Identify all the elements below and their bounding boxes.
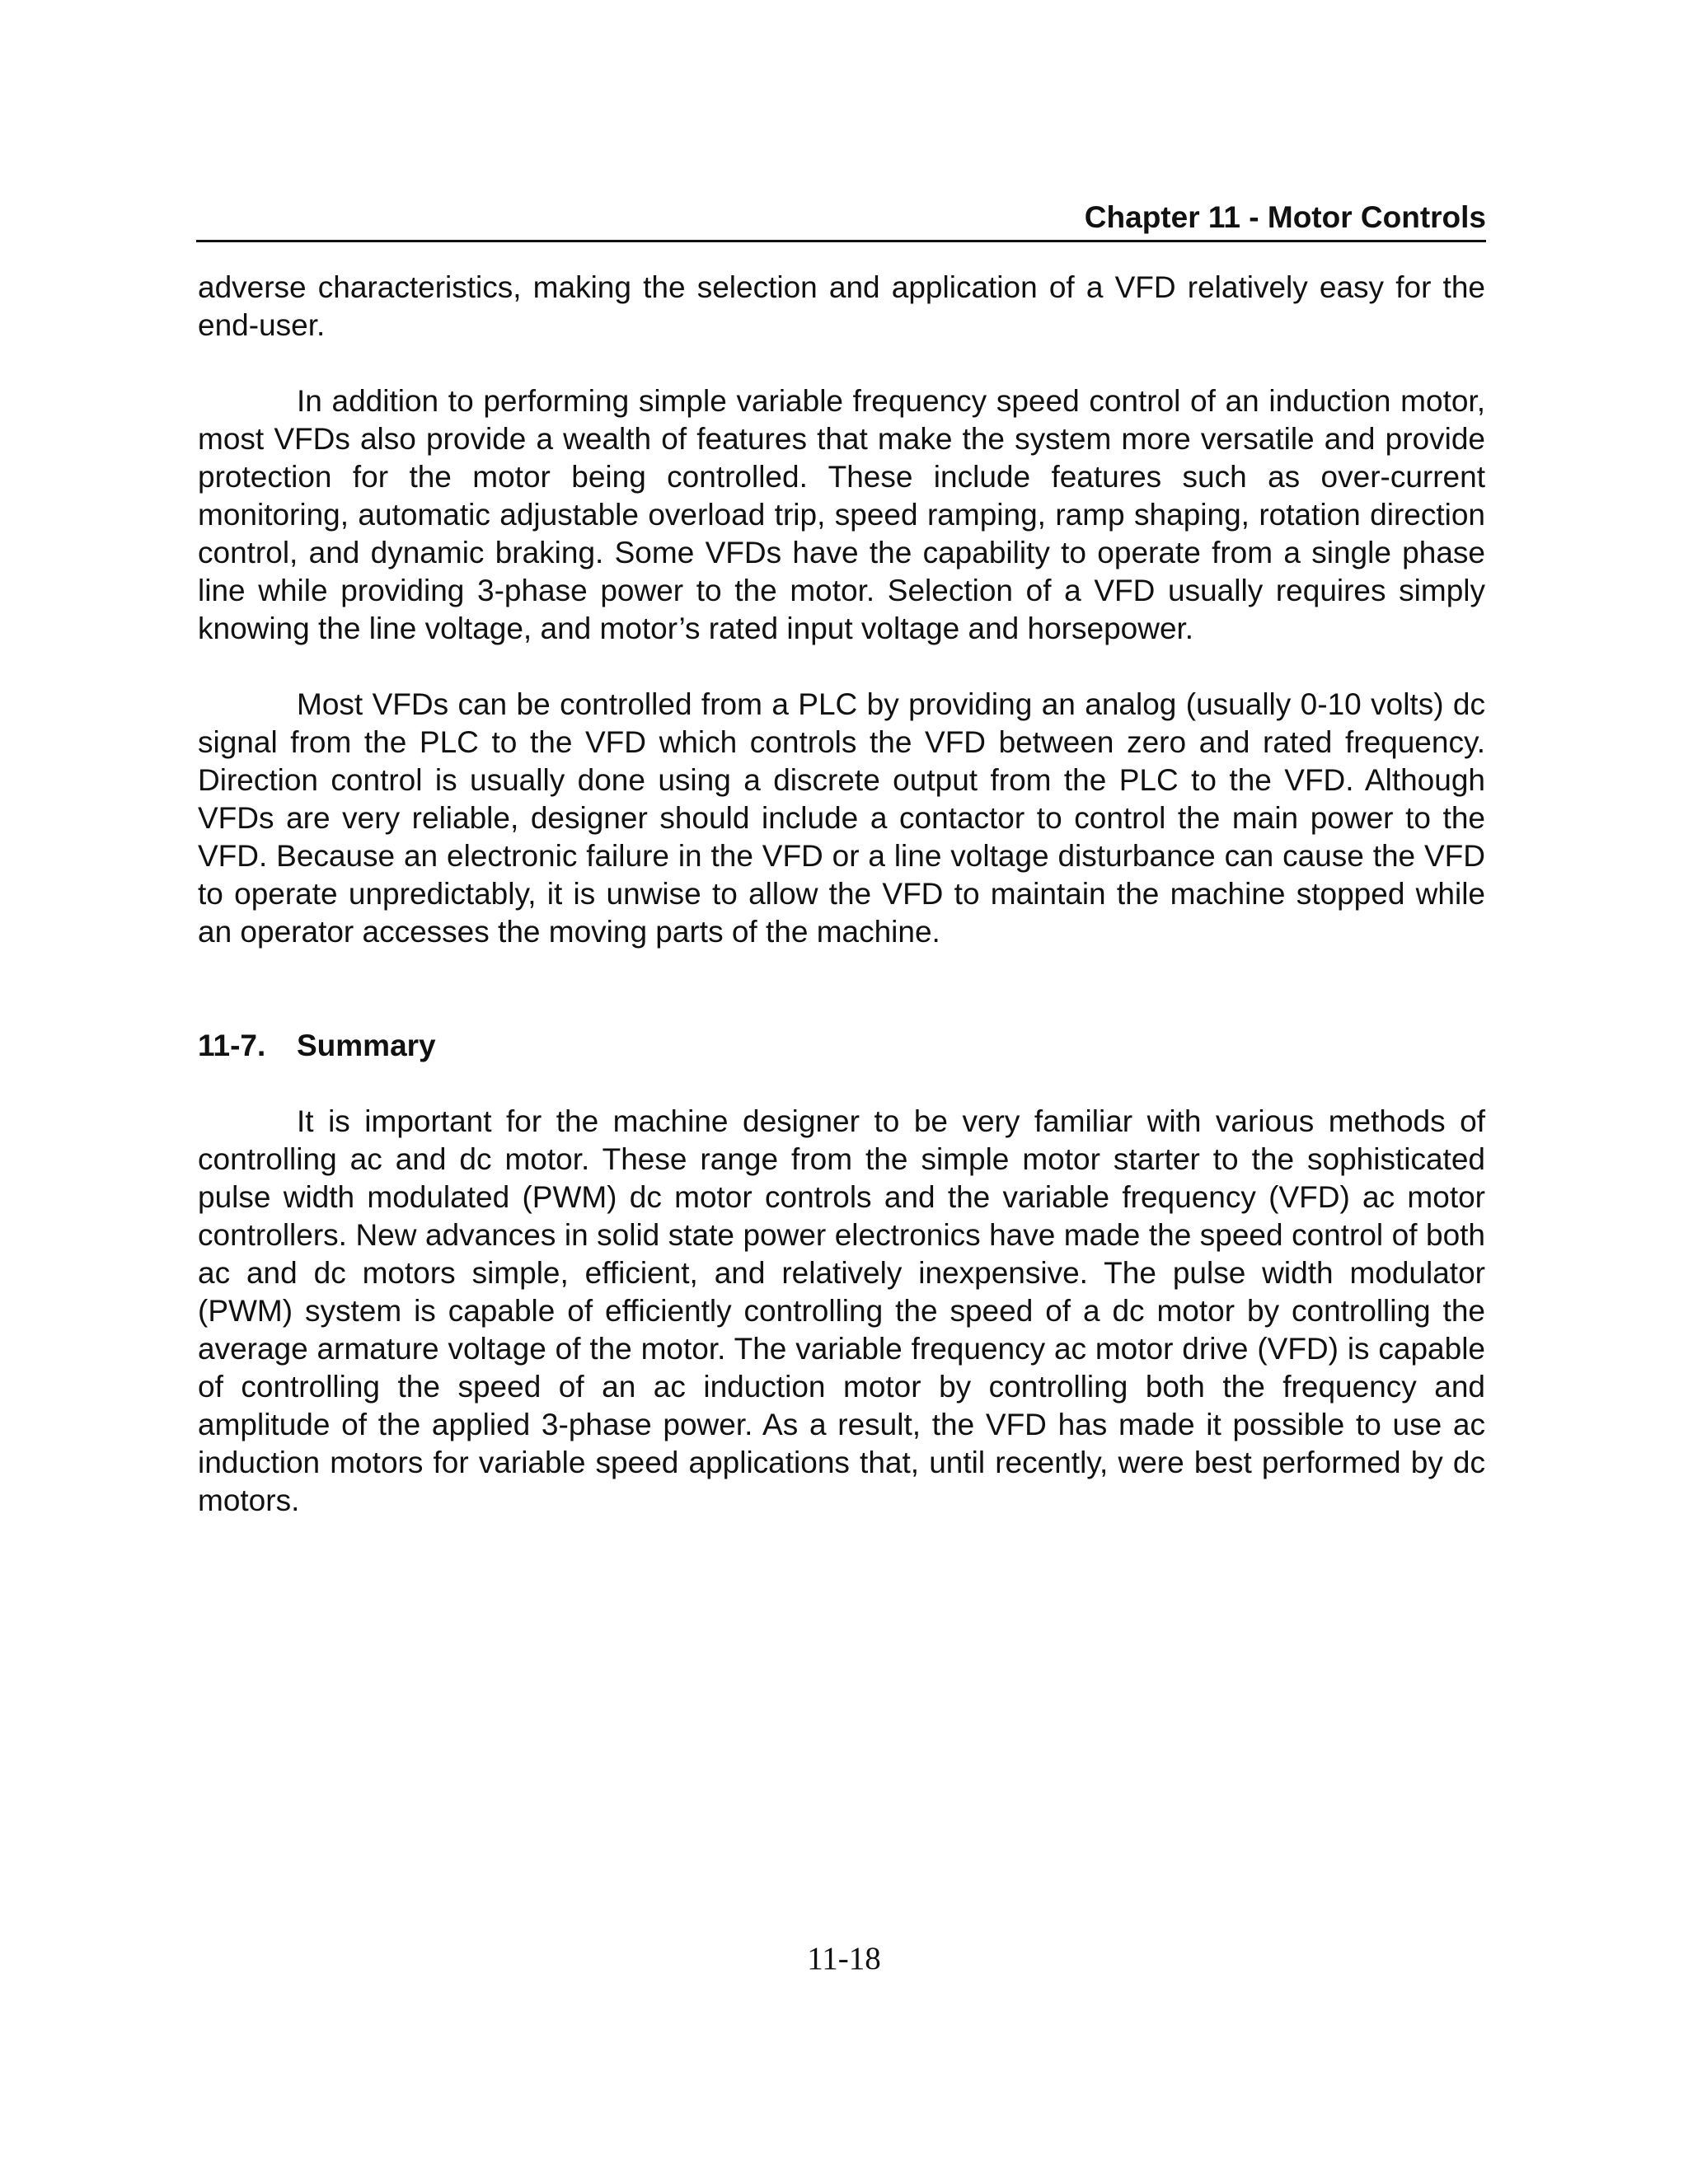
- body-paragraph: adverse characteristics, making the selection and application of a VFD relatively easy for the end-user.: [198, 270, 1485, 342]
- page-content: [198, 269, 1485, 1558]
- body-paragraph: In addition to performing simple variable frequency speed control of an induction motor, most VFDs also provide a wealth of features that make the system more versatile and provide protection for the motor being controlled. These include features such as over-current monitoring, automatic adjustable overload trip, speed ramping, ramp shaping, rotation direction control, and dynamic braking. Some VFDs have the capability to operate from a single phase line while providing 3-phase power to the motor. Selection of a VFD usually requires simply knowing the line voltage, and motor’s rated input voltage and horsepower.: [198, 384, 1485, 645]
- page-number: 11-18: [807, 1941, 881, 1976]
- header-rule: [196, 240, 1486, 242]
- summary-paragraph: It is important for the machine designer to be very familiar with various methods of controlling ac and dc motor. These range from the simple motor starter to the sophisticated pulse width modulated (PWM) dc motor controls and the variable frequency (VFD) ac motor controllers. New advances in solid state power electronics have made the speed control of both ac and dc motors simple, efficient, and relatively inexpensive. The pulse width modulator (PWM) system is capable of efficiently controlling the speed of a dc motor by controlling the average armature voltage of the motor. The variable frequency ac motor drive (VFD) is capable of controlling the speed of an ac induction motor by controlling both the frequency and amplitude of the applied 3-phase power. As a result, the VFD has made it possible to use ac induction motors for variable speed applications that, until recently, were best performed by dc motors.: [198, 1104, 1485, 1517]
- section-number: 11-7.: [198, 1029, 266, 1062]
- section-title: Summary: [297, 1029, 436, 1062]
- section-heading: [198, 1027, 1485, 1065]
- body-paragraph: Most VFDs can be controlled from a PLC by providing an analog (usually 0-10 volts) dc signal from the PLC to the VFD which controls the VFD between zero and rated frequency. Direction control is usually done using a discrete output from the PLC to the VFD. Although VFDs are very reliable, designer should include a contactor to control the main power to the VFD. Because an electronic failure in the VFD or a line voltage disturbance can cause the VFD to operate unpredictably, it is unwise to allow the VFD to maintain the machine stopped while an operator accesses the moving parts of the machine.: [198, 687, 1485, 949]
- chapter-header: Chapter 11 - Motor Controls: [1084, 200, 1486, 234]
